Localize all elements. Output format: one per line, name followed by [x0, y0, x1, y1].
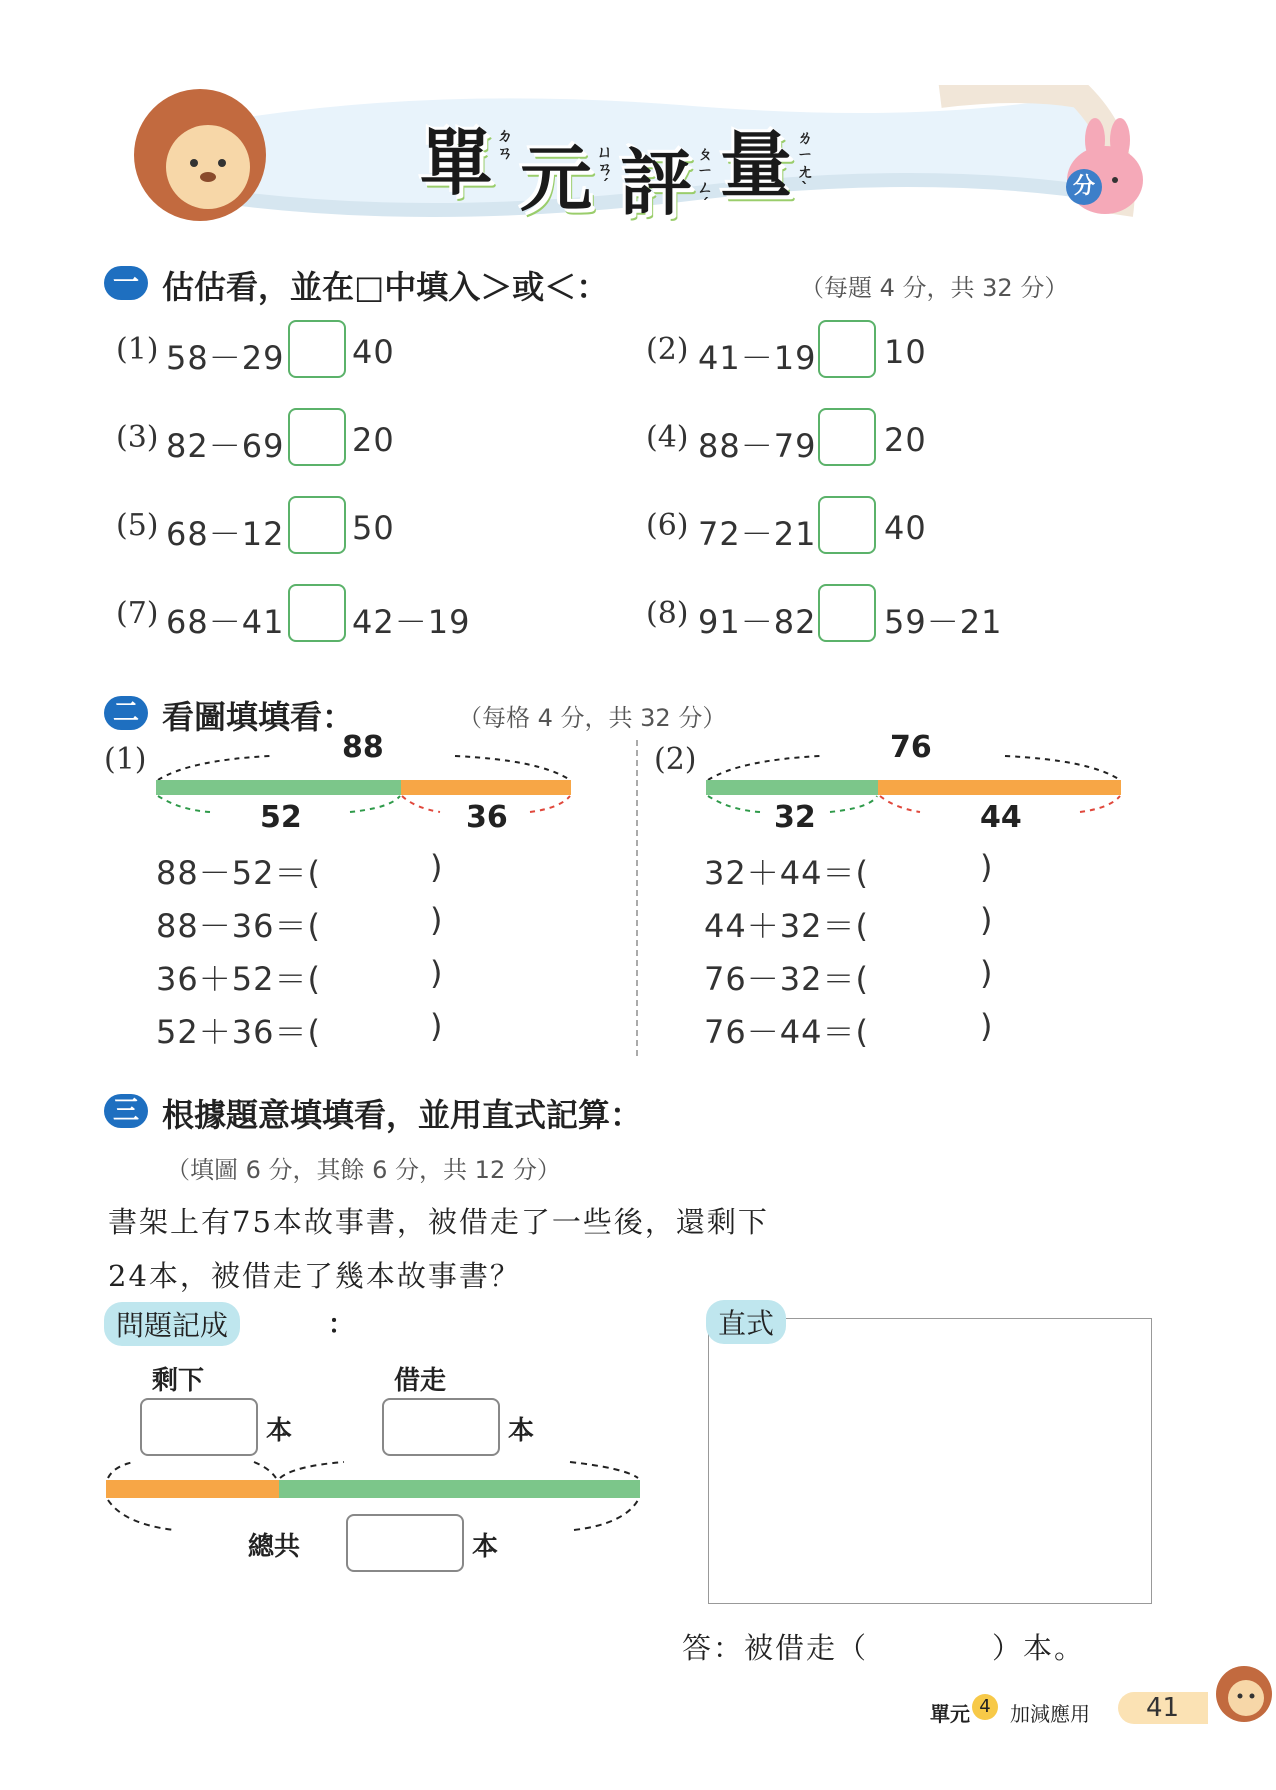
problem-left: 91－82 [698, 603, 817, 641]
problem-number: (7) [116, 596, 159, 631]
record-colon: ： [328, 1310, 355, 1340]
remain-input-box[interactable] [140, 1398, 258, 1456]
problem-right: 40 [884, 509, 927, 547]
unit-label: 本 [508, 1416, 535, 1446]
borrowed-label: 借走 [394, 1366, 447, 1396]
vertical-calc-area[interactable] [708, 1318, 1152, 1604]
problem-left: 41－19 [698, 339, 817, 377]
section1-number: 一 [104, 266, 148, 300]
borrowed-input-box[interactable] [382, 1398, 500, 1456]
problem-number: (8) [646, 596, 689, 631]
diagram1-number: (1) [104, 742, 147, 777]
close-paren: ) [980, 848, 993, 886]
problem-left: 88－79 [698, 427, 817, 465]
close-paren: ) [430, 901, 443, 939]
total-label: 總共 [248, 1532, 301, 1562]
equation: 76－32＝( [704, 960, 869, 998]
problem-number: (5) [116, 508, 159, 543]
problem-right: 42－19 [352, 603, 471, 641]
footer-unit-name: 加減應用 [1010, 1702, 1090, 1726]
diagram2-part-b: 44 [980, 800, 1022, 835]
unit-label: 本 [472, 1532, 499, 1562]
title-char-1: 單 [420, 121, 493, 205]
close-paren: ) [980, 901, 993, 939]
problem-right: 50 [352, 509, 395, 547]
compare-box[interactable] [818, 496, 876, 554]
title-banner [120, 85, 1160, 240]
section1-title: 估估看，並在□中填入＞或＜： [162, 268, 609, 306]
problem-right: 20 [884, 421, 927, 459]
problem-number: (4) [646, 420, 689, 455]
title-bopomofo-3: ㄆㄧㄥˊ [696, 144, 713, 214]
unit-label: 本 [266, 1416, 293, 1446]
compare-box[interactable] [818, 584, 876, 642]
problem-left: 68－41 [166, 603, 285, 641]
section2-number: 二 [104, 696, 148, 730]
vertical-label: 直式 [706, 1300, 786, 1344]
problem-number: (6) [646, 508, 689, 543]
problem-left: 72－21 [698, 515, 817, 553]
diagram2-total: 76 [890, 730, 932, 765]
diagram2-number: (2) [654, 742, 697, 777]
section2-title: 看圖填填看： [162, 698, 355, 736]
compare-box[interactable] [288, 408, 346, 466]
problem-number: (3) [116, 420, 159, 455]
problem-left: 58－29 [166, 339, 285, 377]
column-divider [636, 740, 638, 1056]
answer-line: 答：被借走（ ）本。 [682, 1631, 1086, 1665]
title-bopomofo-2: ㄩㄢˊ [596, 142, 613, 195]
record-label: 問題記成 [104, 1302, 240, 1346]
diagram1-part-b: 36 [466, 800, 508, 835]
equation: 76－44＝( [704, 1013, 869, 1051]
compare-box[interactable] [288, 496, 346, 554]
diagram1-part-a: 52 [260, 800, 302, 835]
section2-score: （每格 4 分，共 32 分） [458, 704, 727, 732]
diagram2-part-a: 32 [774, 800, 816, 835]
problem-left: 68－12 [166, 515, 285, 553]
problem-left: 82－69 [166, 427, 285, 465]
equation: 88－52＝( [156, 854, 321, 892]
title-char-4: 量 [720, 123, 793, 207]
title-char-3: 評 [620, 141, 693, 225]
section3-title: 根據題意填填看，並用直式記算： [162, 1096, 643, 1134]
equation: 36＋52＝( [156, 960, 321, 998]
problem-right: 10 [884, 333, 927, 371]
close-paren: ) [430, 1007, 443, 1045]
compare-box[interactable] [818, 408, 876, 466]
footer-unit-label: 單元 [930, 1702, 970, 1726]
compare-box[interactable] [288, 584, 346, 642]
equation: 44＋32＝( [704, 907, 869, 945]
total-input-box[interactable] [346, 1514, 464, 1572]
close-paren: ) [430, 954, 443, 992]
title-bopomofo-4: ㄌㄧㄤˋ [796, 128, 813, 198]
title-bopomofo-1: ㄉㄢ [496, 126, 513, 162]
story-line-2: 24本，被借走了幾本故事書？ [108, 1259, 521, 1293]
section3-number: 三 [104, 1094, 148, 1128]
close-paren: ) [980, 1007, 993, 1045]
problem-right: 40 [352, 333, 395, 371]
lion-mascot-icon [1210, 1660, 1274, 1740]
section3-score: （填圖 6 分，其餘 6 分，共 12 分） [166, 1156, 561, 1184]
compare-box[interactable] [818, 320, 876, 378]
remain-label: 剩下 [152, 1366, 205, 1396]
equation: 88－36＝( [156, 907, 321, 945]
problem-number: (1) [116, 332, 159, 367]
equation: 32＋44＝( [704, 854, 869, 892]
score-badge: 分 [1066, 169, 1102, 205]
compare-box[interactable] [288, 320, 346, 378]
close-paren: ) [430, 848, 443, 886]
page-number: 41 [1118, 1692, 1208, 1724]
footer-unit-number: 4 [972, 1694, 998, 1720]
title-char-2: 元 [520, 137, 593, 221]
equation: 52＋36＝( [156, 1013, 321, 1051]
diagram1-total: 88 [342, 730, 384, 765]
section1-score: （每題 4 分，共 32 分） [800, 274, 1069, 302]
problem-right: 20 [352, 421, 395, 459]
close-paren: ) [980, 954, 993, 992]
problem-number: (2) [646, 332, 689, 367]
story-line-1: 書架上有75本故事書，被借走了一些後，還剩下 [108, 1205, 769, 1239]
problem-right: 59－21 [884, 603, 1003, 641]
